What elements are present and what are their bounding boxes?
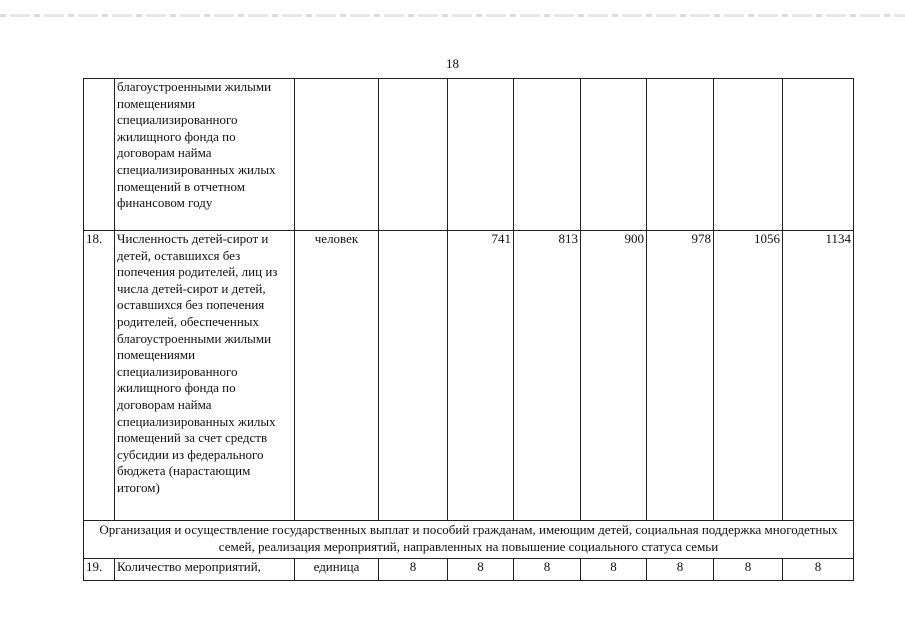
section-heading: Организация и осуществление государственных выплат и пособий гражданам, имеющим детей, социальная поддержка многодетных семей, реализация мероприятий, направленных на повышение социального статуса семьи [84, 521, 854, 559]
row-value [379, 231, 448, 521]
row-unit [295, 79, 379, 231]
row-value [379, 79, 448, 231]
row-value: 1134 [783, 231, 854, 521]
scan-edge-artifact [0, 14, 905, 17]
row-description: благоустроенными жилыми помещениями специализированного жилищного фонда по договорам найма специализированных жилых помещений в отчетном финансовом году [115, 79, 295, 231]
row-value: 8 [514, 559, 581, 581]
row-value [581, 79, 647, 231]
row-value: 978 [647, 231, 714, 521]
row-description: Количество мероприятий, [115, 559, 295, 581]
row-number: 18. [84, 231, 115, 521]
row-value: 741 [448, 231, 514, 521]
row-value: 1056 [714, 231, 783, 521]
indicators-table [83, 78, 854, 581]
row-unit: единица [295, 559, 379, 581]
row-value [783, 79, 854, 231]
page-number: 18 [446, 56, 459, 71]
row-value: 8 [448, 559, 514, 581]
row-value [714, 79, 783, 231]
row-value: 8 [379, 559, 448, 581]
row-unit: человек [295, 231, 379, 521]
row-value [448, 79, 514, 231]
row-number: 19. [84, 559, 115, 581]
row-value: 8 [581, 559, 647, 581]
row-value [647, 79, 714, 231]
row-value: 8 [714, 559, 783, 581]
section-row [84, 521, 854, 559]
row-value: 900 [581, 231, 647, 521]
row-value: 8 [783, 559, 854, 581]
table-row [84, 79, 854, 231]
table-row [84, 559, 854, 581]
row-value: 8 [647, 559, 714, 581]
table-row [84, 231, 854, 521]
row-value: 813 [514, 231, 581, 521]
row-description: Численность детей-сирот и детей, оставшихся без попечения родителей, лиц из числа детей-сирот и детей, оставшихся без попечения родителей, обеспеченных благоустроенными жилыми помещениями специализированного жилищного фонда по договорам найма специализированных жилых помещений за счет средств субсидии из федерального бюджета (нарастающим итогом) [115, 231, 295, 521]
row-value [514, 79, 581, 231]
row-number [84, 79, 115, 231]
